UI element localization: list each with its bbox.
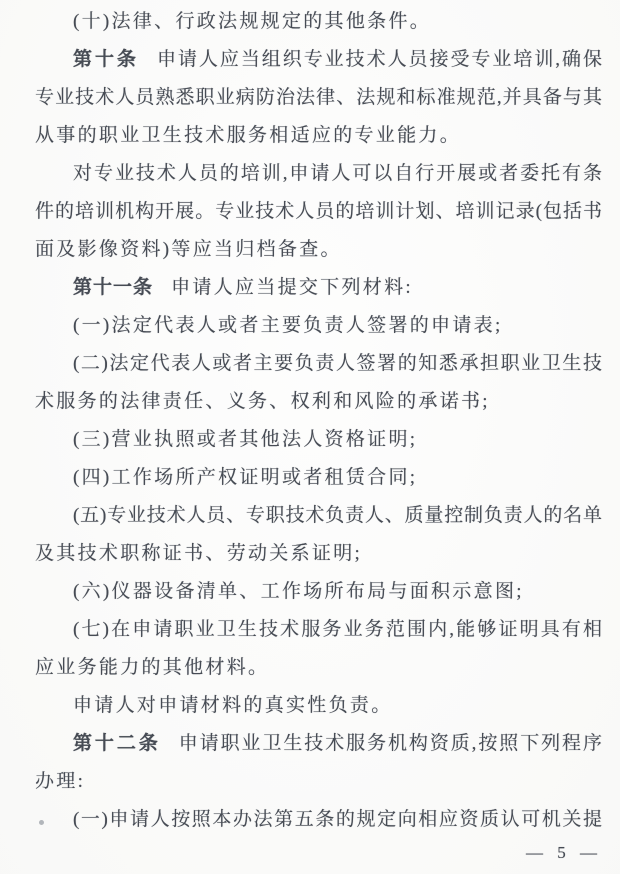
line-text: 申请职业卫生技术服务机构资质,按照下列程序: [178, 733, 602, 754]
text-line: [35, 269, 602, 307]
text-line: [35, 79, 602, 117]
text-line: [35, 383, 602, 421]
line-text: (五)专业技术人员、专职技术负责人、质量控制负责人的名单: [73, 505, 602, 526]
line-text: (十)法律、行政法规规定的其他条件。: [73, 11, 432, 32]
line-text: 件的培训机构开展。专业技术人员的培训计划、培训记录(包括书: [35, 201, 602, 222]
line-text: 申请人应当组织专业技术人员接受专业培训,确保: [156, 49, 602, 70]
line-text: (四)工作场所产权证明或者租赁合同;: [73, 467, 418, 488]
text-line: [35, 459, 602, 497]
scan-speck: [39, 820, 44, 825]
text-line: [35, 763, 602, 801]
line-text: 专业技术人员熟悉职业病防治法律、法规和标准规范,并具备与其: [35, 87, 602, 108]
text-line: [35, 573, 602, 611]
article-number: 第十条: [73, 49, 139, 70]
text-line: [35, 155, 602, 193]
text-line: [35, 3, 602, 41]
article-number: 第十一条: [73, 277, 154, 298]
line-text: 术服务的法律责任、义务、权利和风险的承诺书;: [35, 391, 490, 412]
page-number: — 5 —: [526, 843, 602, 862]
line-text: 及其技术职称证书、劳动关系证明;: [35, 543, 363, 564]
text-line: [35, 649, 602, 687]
document-lines: [35, 3, 602, 839]
text-line: [35, 687, 602, 725]
line-text: 面及影像资料)等应当归档备查。: [35, 239, 342, 260]
text-line: [35, 535, 602, 573]
line-text: 应业务能力的其他材料。: [35, 657, 270, 678]
text-line: [35, 193, 602, 231]
line-text: (三)营业执照或者其他法人资格证明;: [73, 429, 418, 450]
line-text: (七)在申请职业卫生技术服务业务范围内,能够证明具有相: [73, 619, 602, 640]
text-line: [35, 421, 602, 459]
line-text: 办理:: [35, 771, 86, 792]
line-text: 申请人应当提交下列材料:: [171, 277, 413, 298]
text-line: [35, 801, 602, 839]
text-line: [35, 611, 602, 649]
line-text: (一)申请人按照本办法第五条的规定向相应资质认可机关提: [73, 809, 602, 830]
text-line: [35, 231, 602, 269]
line-text: (二)法定代表人或者主要负责人签署的知悉承担职业卫生技: [73, 353, 602, 374]
text-line: [35, 41, 602, 79]
line-text: (六)仪器设备清单、工作场所布局与面积示意图;: [73, 581, 524, 602]
line-text: 申请人对申请材料的真实性负责。: [73, 695, 393, 716]
text-line: [35, 345, 602, 383]
line-text: (一)法定代表人或者主要负责人签署的申请表;: [73, 315, 503, 336]
text-line: [35, 497, 602, 535]
article-number: 第十二条: [73, 733, 161, 754]
line-text: 从事的职业卫生技术服务相适应的专业能力。: [35, 125, 462, 146]
text-line: [35, 725, 602, 763]
text-line: [35, 117, 602, 155]
line-text: 对专业技术人员的培训,申请人可以自行开展或者委托有条: [73, 163, 602, 184]
text-line: [35, 307, 602, 345]
scan-speck: [141, 25, 145, 29]
